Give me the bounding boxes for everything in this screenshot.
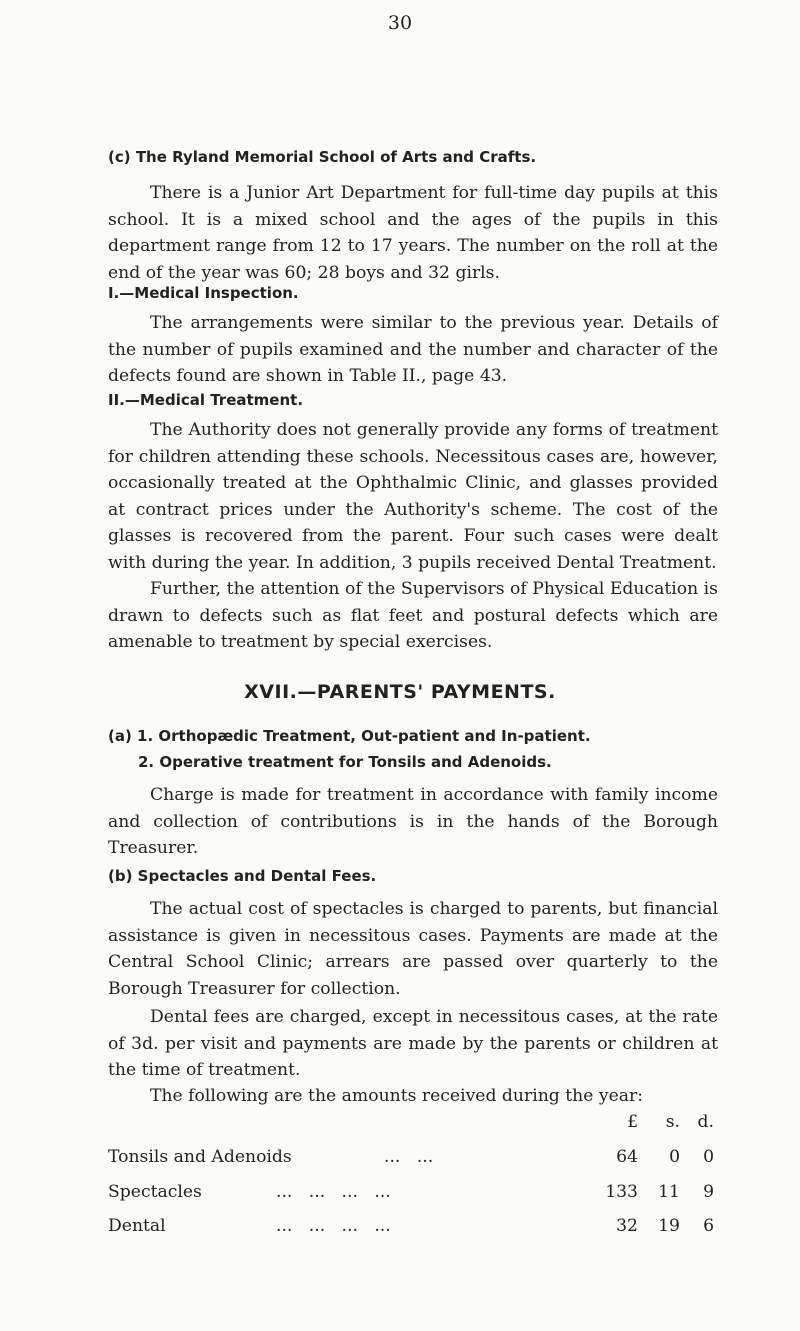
section-c-heading: (c) The Ryland Memorial School of Arts and Crafts. [108,148,537,166]
fees-table-header [108,1112,728,1139]
row-shillings: 0 [669,1147,680,1167]
medical-treatment-paragraph-1: The Authority does not generally provide any forms of treatment for children attending these schools. Necessitous cases are, however, occasionally treated at the Ophthalmic Clinic, and glasses provided at contract prices under the Authority's scheme. The cost of the glasses is recovered from the parent. Four such cases were dealt with during the year. In addition, 3 pupils received Dental Treatment. [108,420,718,573]
table-row [108,1216,728,1243]
row-shillings: 11 [658,1182,680,1202]
subsection-b-paragraph-3: The following are the amounts received during the year: [150,1086,643,1106]
leader-dots: ... ... [384,1147,434,1167]
page-number: 30 [387,12,413,34]
subsection-a1-heading: (a) 1. Orthopædic Treatment, Out-patient and In-patient. [108,727,591,745]
shillings-header: s. [665,1112,680,1132]
row-shillings: 19 [658,1216,680,1236]
subsection-b-heading: (b) Spectacles and Dental Fees. [108,867,377,885]
row-pence: 6 [703,1216,714,1236]
row-label: Tonsils and Adenoids [108,1147,292,1167]
row-pounds: 133 [605,1182,638,1202]
medical-inspection-heading: I.—Medical Inspection. [108,284,299,302]
medical-treatment-heading: II.—Medical Treatment. [108,391,304,409]
row-label: Dental [108,1216,166,1236]
row-pounds: 64 [616,1147,638,1167]
row-pence: 9 [703,1182,714,1202]
section-c-paragraph: There is a Junior Art Department for full-time day pupils at this school. It is a mixed school and the ages of the pupils in this department range from 12 to 17 years. The number on the roll at the end of the year was 60; 28 boys and 32 girls. [108,183,718,283]
medical-inspection-paragraph: The arrangements were similar to the previous year. Details of the number of pupils examined and the number and character of the defects found are shown in Table II., page 43. [108,313,718,386]
subsection-b-paragraph-2: Dental fees are charged, except in necessitous cases, at the rate of 3d. per visit and payments are made by the parents or children at the time of treatment. [108,1007,718,1080]
row-pounds: 32 [616,1216,638,1236]
table-row [108,1182,728,1209]
subsection-a2-heading: 2. Operative treatment for Tonsils and Adenoids. [138,753,552,771]
medical-treatment-paragraph-2: Further, the attention of the Supervisors of Physical Education is drawn to defects such as flat feet and postural defects which are amenable to treatment by special exercises. [108,579,718,652]
row-pence: 0 [703,1147,714,1167]
row-label: Spectacles [108,1182,202,1202]
leader-dots: ... ... ... ... [276,1182,391,1202]
leader-dots: ... ... ... ... [276,1216,391,1236]
parents-payments-heading: XVII.—PARENTS' PAYMENTS. [244,681,556,703]
pounds-header: £ [627,1112,638,1132]
table-row [108,1147,728,1174]
pence-header: d. [697,1112,714,1132]
subsection-b-paragraph-1: The actual cost of spectacles is charged to parents, but financial assistance is given in necessitous cases. Payments are made at the Central School Clinic; arrears are passed over quarterly to the Borough Treasurer for collection. [108,899,718,999]
subsection-a-paragraph: Charge is made for treatment in accordance with family income and collection of contributions is in the hands of the Borough Treasurer. [108,785,718,858]
